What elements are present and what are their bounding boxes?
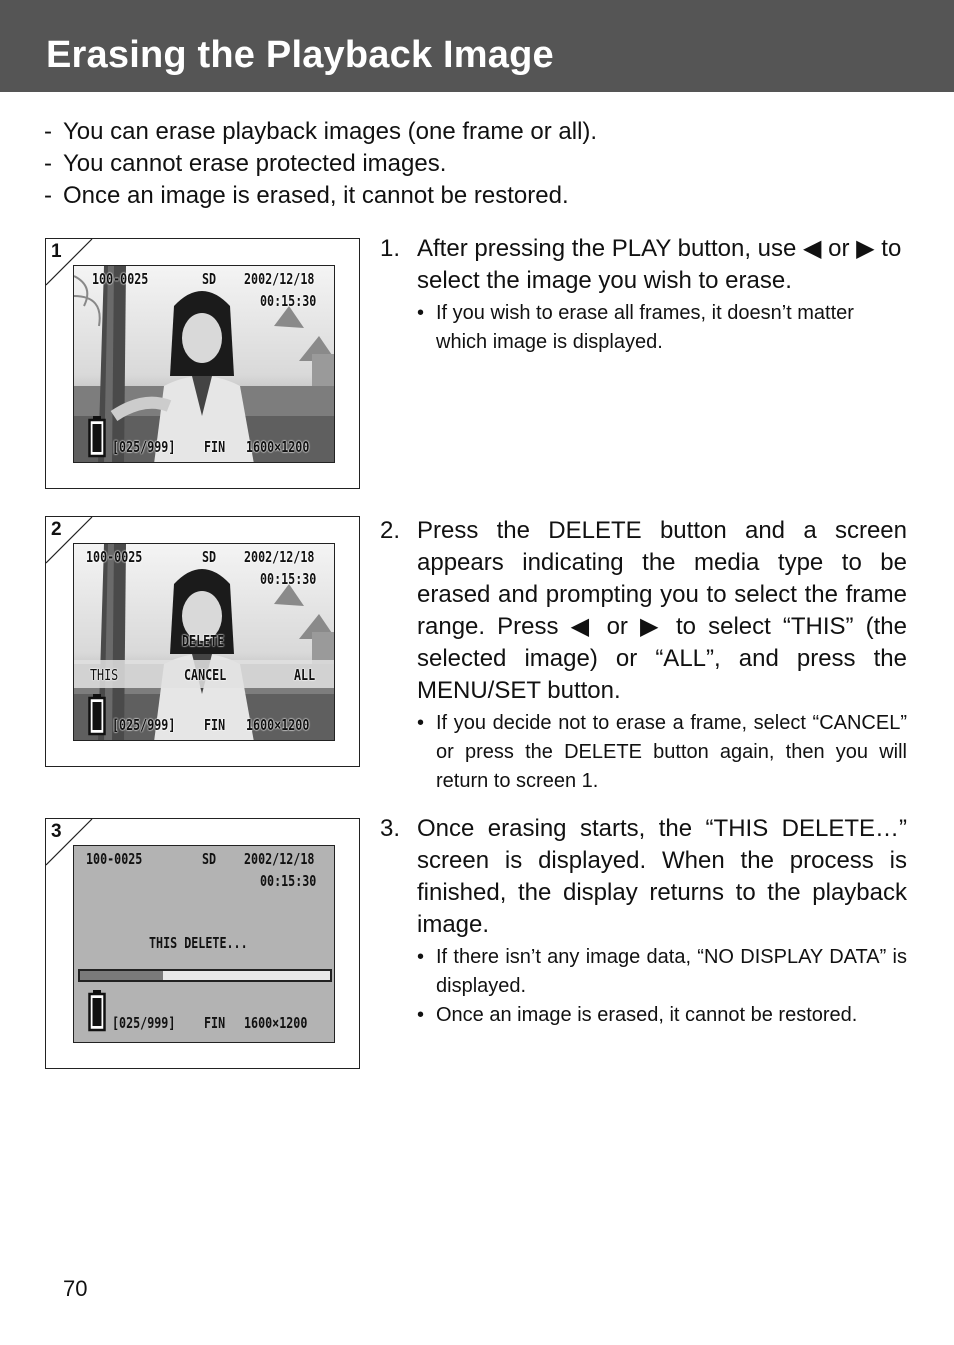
camera-lcd-screen (73, 265, 335, 463)
time-readout: 00:15:30 (260, 570, 317, 588)
step-note: • If you wish to erase all frames, it doesn’t matter which image is displayed. (417, 302, 854, 353)
battery-icon (88, 416, 106, 458)
image-size: 1600×1200 (246, 716, 310, 734)
time-readout: 00:15:30 (260, 872, 317, 890)
panel-number: 1 (51, 241, 62, 262)
folder-number: 100-0025 (86, 850, 143, 868)
media-type: SD (202, 548, 217, 566)
step-text (380, 233, 907, 297)
panel-number: 3 (51, 821, 62, 842)
page-title: Erasing the Playback Image (46, 34, 554, 76)
step-note: • If you decide not to erase a frame, select “CANCEL” or press the DELETE button again, then you will return to screen 1. (417, 712, 907, 792)
step-note-text: Once an image is erased, it cannot be restored. (436, 1004, 858, 1026)
option-cancel[interactable]: CANCEL (184, 666, 227, 684)
intro-item: - You cannot erase protected images. (44, 150, 447, 177)
battery-icon (88, 990, 106, 1032)
intro-list (44, 116, 924, 212)
step-text (380, 515, 907, 707)
step-instruction: After pressing the PLAY button, use ◀ or ▶ to select the image you wish to erase. (417, 235, 902, 294)
date-readout: 2002/12/18 (244, 850, 315, 868)
step-number: 2. (380, 517, 401, 544)
step-number: 1. (380, 235, 401, 262)
option-this[interactable]: THIS (90, 666, 119, 684)
step-instruction: Once erasing starts, the “THIS DELETE…” screen is displayed. When the process is finished, the display returns to the playback image. (417, 815, 907, 938)
frame-count: [025/999] (112, 1014, 176, 1032)
intro-item-text: Once an image is erased, it cannot be restored. (63, 182, 569, 209)
frame-count: [025/999] (112, 438, 176, 456)
delete-menu-title: DELETE (182, 632, 225, 650)
deleting-message: THIS DELETE... (149, 934, 248, 952)
step-text (380, 813, 907, 941)
step-note: • Once an image is erased, it cannot be restored. (417, 1004, 858, 1026)
quality-mode: FIN (204, 438, 226, 456)
step-instruction: Press the DELETE button and a screen appears indicating the media type to be erased and prompting you to select the frame range. Press ◀ or ▶ to select “THIS” (the selected image) or “ALL”, and press the MENU/SET button. (417, 517, 907, 704)
folder-number: 100-0025 (86, 548, 143, 566)
step-3 (380, 813, 907, 1030)
screen-panel-2 (45, 516, 360, 767)
step-note-text: If there isn’t any image data, “NO DISPLAY DATA” is displayed. (436, 946, 907, 997)
panel-number: 2 (51, 519, 62, 540)
date-readout: 2002/12/18 (244, 548, 315, 566)
quality-mode: FIN (204, 716, 226, 734)
intro-item: - Once an image is erased, it cannot be restored. (44, 182, 569, 209)
camera-lcd-screen (73, 543, 335, 741)
media-type: SD (202, 270, 217, 288)
step-number: 3. (380, 815, 401, 842)
step-1 (380, 233, 907, 357)
battery-icon (88, 694, 106, 736)
intro-item-text: You cannot erase protected images. (63, 150, 447, 177)
quality-mode: FIN (204, 1014, 226, 1032)
date-readout: 2002/12/18 (244, 270, 315, 288)
page-header (0, 0, 954, 92)
delete-progress-fill (80, 971, 163, 980)
delete-progress-bar (78, 969, 332, 982)
step-note-text: If you decide not to erase a frame, select “CANCEL” or press the DELETE button again, then you will return to screen 1. (436, 712, 907, 792)
screen-panel-1 (45, 238, 360, 489)
screen-panel-3 (45, 818, 360, 1069)
page-number: 70 (63, 1276, 88, 1301)
step-note-text: If you wish to erase all frames, it doesn’t matter which image is displayed. (436, 302, 854, 353)
step-2 (380, 515, 907, 796)
option-all[interactable]: ALL (294, 666, 316, 684)
folder-number: 100-0025 (92, 270, 149, 288)
intro-item: - You can erase playback images (one frame or all). (44, 118, 598, 145)
camera-lcd-screen (73, 845, 335, 1043)
image-size: 1600×1200 (246, 438, 310, 456)
frame-count: [025/999] (112, 716, 176, 734)
intro-item-text: You can erase playback images (one frame or all). (63, 118, 598, 145)
media-type: SD (202, 850, 217, 868)
step-note: • If there isn’t any image data, “NO DISPLAY DATA” is displayed. (417, 946, 907, 997)
image-size: 1600×1200 (244, 1014, 308, 1032)
time-readout: 00:15:30 (260, 292, 317, 310)
